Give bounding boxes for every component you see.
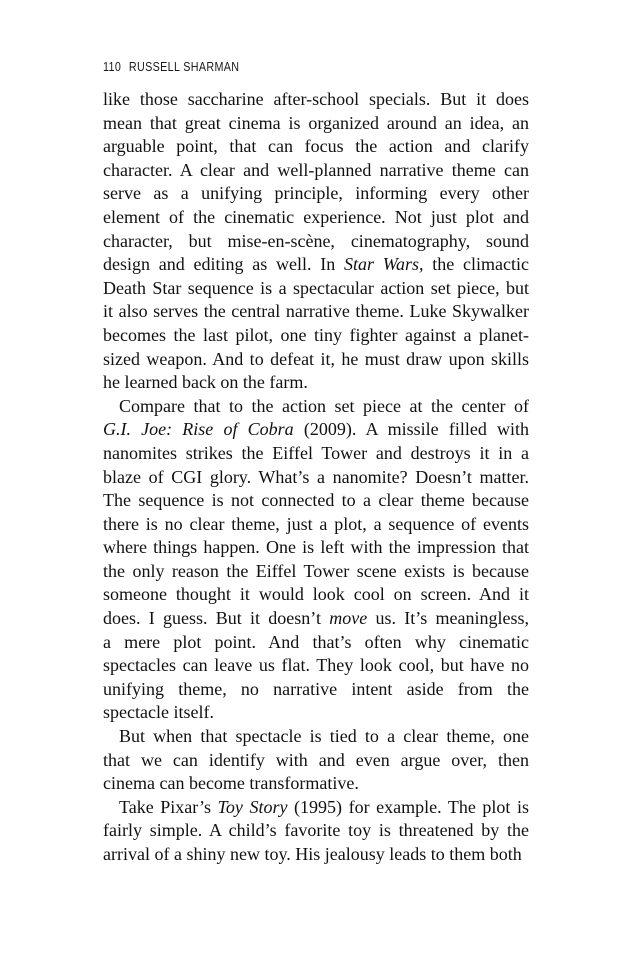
text-line <box>103 654 529 678</box>
text-line <box>103 583 529 607</box>
text-run: nanomites strikes the Eiffel Tower and destroys it in a <box>103 442 529 463</box>
text-run: unifying theme, no narrative intent aside from the <box>103 678 529 699</box>
text-run: element of the cinematic experience. Not just plot and <box>103 206 529 227</box>
text-run: character. A clear and well-planned narrative theme can <box>103 159 529 180</box>
italic-title: Toy Story <box>217 796 288 817</box>
text-run: like those saccharine after-school specials. But it does <box>103 89 529 109</box>
text-run: (1995) for example. The plot is <box>287 796 529 817</box>
text-run: But when that spectacle is tied to a clear theme, one <box>119 726 529 747</box>
text-line <box>103 560 529 584</box>
text-line <box>103 206 529 230</box>
paragraph <box>103 88 529 395</box>
text-line <box>103 88 529 112</box>
italic-title: G.I. Joe: Rise of Cobra <box>103 419 294 440</box>
text-run: fairly simple. A child’s favorite toy is threatened by the <box>103 820 529 841</box>
text-run: arguable point, that can focus the action and clarify <box>103 136 529 157</box>
text-run: does. I guess. But it doesn’t <box>103 608 330 629</box>
text-run: The sequence is not connected to a clear theme because <box>103 490 529 511</box>
text-line <box>103 749 529 773</box>
text-run: the only reason the Eiffel Tower scene exists is because <box>103 560 529 581</box>
page-number: 110 <box>103 60 122 74</box>
paragraph <box>103 725 529 796</box>
text-run: (2009). A missile filled with <box>293 419 529 440</box>
text-line <box>103 536 529 560</box>
text-run: that we can identify with and even argue over, then <box>103 749 529 770</box>
book-page <box>103 58 529 867</box>
text-line <box>103 678 529 702</box>
text-line <box>103 772 529 796</box>
text-run: character, but mise-en-scène, cinematography, sound <box>103 230 529 251</box>
text-line <box>103 230 529 254</box>
text-run: where things happen. One is left with the impression that <box>103 537 529 558</box>
text-line <box>103 395 529 419</box>
text-run: Death Star sequence is a spectacular action set piece, but <box>103 277 529 298</box>
text-run: it also serves the central narrative theme. Luke Skywalker <box>103 301 529 322</box>
text-run: design and editing as well. In <box>103 254 344 275</box>
text-line <box>103 843 529 867</box>
body-text <box>103 88 529 867</box>
text-run: spectacles can leave us flat. They look cool, but have no <box>103 655 529 676</box>
text-line <box>103 135 529 159</box>
text-run: becomes the last pilot, one tiny fighter against a planet- <box>103 324 529 345</box>
text-line <box>103 348 529 372</box>
text-line <box>103 371 529 395</box>
text-run: blaze of CGI glory. What’s a nanomite? Doesn’t matter. <box>103 466 529 487</box>
text-line <box>103 796 529 820</box>
text-line <box>103 159 529 183</box>
paragraph <box>103 796 529 867</box>
text-run: mean that great cinema is organized around an idea, an <box>103 112 529 133</box>
text-run: someone thought it would look cool on screen. And it <box>103 584 529 605</box>
text-line <box>103 182 529 206</box>
text-line <box>103 466 529 490</box>
text-run: sized weapon. And to defeat it, he must draw upon skills <box>103 348 529 369</box>
italic-title: Star Wars <box>343 254 420 275</box>
text-run: us. It’s meaningless, <box>367 608 529 629</box>
text-line <box>103 253 529 277</box>
text-run: there is no clear theme, just a plot, a sequence of events <box>103 513 529 534</box>
text-line <box>103 418 529 442</box>
text-line <box>103 277 529 301</box>
text-run: Compare that to the action set piece at the center of <box>119 395 529 416</box>
text-line <box>103 631 529 655</box>
running-head-author: RUSSELL SHARMAN <box>128 60 240 74</box>
text-line <box>103 607 529 631</box>
italic-title: move <box>329 608 368 629</box>
text-line <box>103 701 529 725</box>
paragraph <box>103 395 529 725</box>
text-run: cinema can become transformative. <box>103 773 359 794</box>
text-run: , the climactic <box>419 254 529 275</box>
text-run: spectacle itself. <box>103 702 214 723</box>
text-run: Take Pixar’s <box>119 796 218 817</box>
text-line <box>103 819 529 843</box>
text-run: serve as a unifying principle, informing every other <box>103 183 529 204</box>
text-run: arrival of a shiny new toy. His jealousy leads to them both <box>103 844 522 864</box>
text-run: a mere plot point. And that’s often why cinematic <box>103 631 529 652</box>
text-line <box>103 725 529 749</box>
text-line <box>103 112 529 136</box>
text-line <box>103 513 529 537</box>
running-head <box>103 58 469 76</box>
text-line <box>103 300 529 324</box>
text-line <box>103 442 529 466</box>
text-line <box>103 489 529 513</box>
text-line <box>103 324 529 348</box>
text-run: he learned back on the farm. <box>103 372 308 393</box>
